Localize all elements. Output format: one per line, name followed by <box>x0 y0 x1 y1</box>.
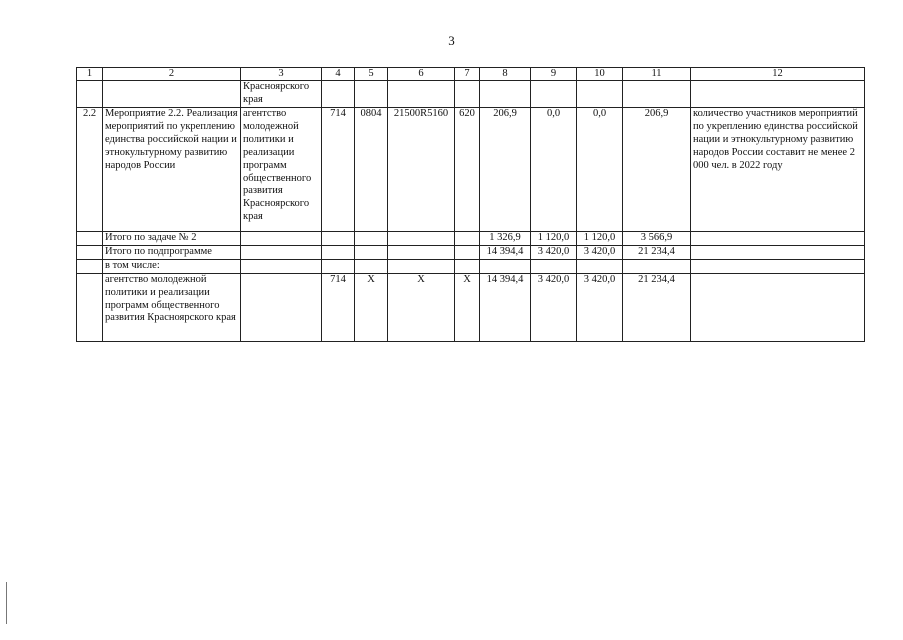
header-cell: 8 <box>480 68 531 81</box>
executor-cell: Красноярского края <box>241 81 322 108</box>
value-total-cell: 3 566,9 <box>623 232 691 246</box>
header-cell: 12 <box>691 68 865 81</box>
value-total-cell: 206,9 <box>623 108 691 232</box>
value-2022-cell: 0,0 <box>577 108 623 232</box>
value-2021-cell: 0,0 <box>531 108 577 232</box>
header-cell: 2 <box>103 68 241 81</box>
header-cell: 11 <box>623 68 691 81</box>
label-cell: Итого по задаче № 2 <box>103 232 241 246</box>
header-cell: 1 <box>77 68 103 81</box>
value-2021-cell: 1 120,0 <box>531 232 577 246</box>
grbs-code-cell: 714 <box>322 273 355 341</box>
value-total-cell: 21 234,4 <box>623 273 691 341</box>
table-row-itogo-task <box>77 232 865 246</box>
table-row-continuation <box>77 81 865 108</box>
value-2021-cell: 3 420,0 <box>531 273 577 341</box>
executor-name-cell: агентство молодежной политики и реализации программ общественного развития Красноярского края <box>103 273 241 341</box>
value-2020-cell: 14 394,4 <box>480 245 531 259</box>
table-row-2-2 <box>77 108 865 232</box>
section-code-cell: Х <box>355 273 388 341</box>
budget-table <box>76 67 865 342</box>
target-article-cell: Х <box>388 273 455 341</box>
value-2020-cell: 14 394,4 <box>480 273 531 341</box>
value-2022-cell: 3 420,0 <box>577 273 623 341</box>
header-cell: 6 <box>388 68 455 81</box>
label-cell: в том числе: <box>103 259 241 273</box>
expense-type-cell: Х <box>455 273 480 341</box>
table-row-itogo-subprogram <box>77 245 865 259</box>
target-article-cell: 21500R5160 <box>388 108 455 232</box>
section-code-cell: 0804 <box>355 108 388 232</box>
page-number: 3 <box>448 33 455 48</box>
table-row-including <box>77 259 865 273</box>
label-cell: Итого по подпрограмме <box>103 245 241 259</box>
table-header-row <box>77 68 865 81</box>
value-2020-cell: 1 326,9 <box>480 232 531 246</box>
value-2020-cell: 206,9 <box>480 108 531 232</box>
value-2022-cell: 3 420,0 <box>577 245 623 259</box>
header-cell: 4 <box>322 68 355 81</box>
grbs-code-cell: 714 <box>322 108 355 232</box>
executor-cell: агентство молодежной политики и реализации программ общественного развития Красноярского края <box>241 108 322 232</box>
header-cell: 3 <box>241 68 322 81</box>
header-cell: 9 <box>531 68 577 81</box>
header-cell: 7 <box>455 68 480 81</box>
expense-type-cell: 620 <box>455 108 480 232</box>
value-total-cell: 21 234,4 <box>623 245 691 259</box>
table-row-agency <box>77 273 865 341</box>
expected-result-cell: количество участников мероприятий по укреплению единства российской нации и этнокультурному развитию народов России составит не менее 2 000 чел. в 2022 году <box>691 108 865 232</box>
header-cell: 5 <box>355 68 388 81</box>
row-number-cell: 2.2 <box>77 108 103 232</box>
header-cell: 10 <box>577 68 623 81</box>
value-2021-cell: 3 420,0 <box>531 245 577 259</box>
activity-name-cell: Мероприятие 2.2. Реализация мероприятий по укреплению единства российской нации и этнокультурному развитию народов России <box>103 108 241 232</box>
value-2022-cell: 1 120,0 <box>577 232 623 246</box>
scan-edge-mark <box>6 582 7 624</box>
